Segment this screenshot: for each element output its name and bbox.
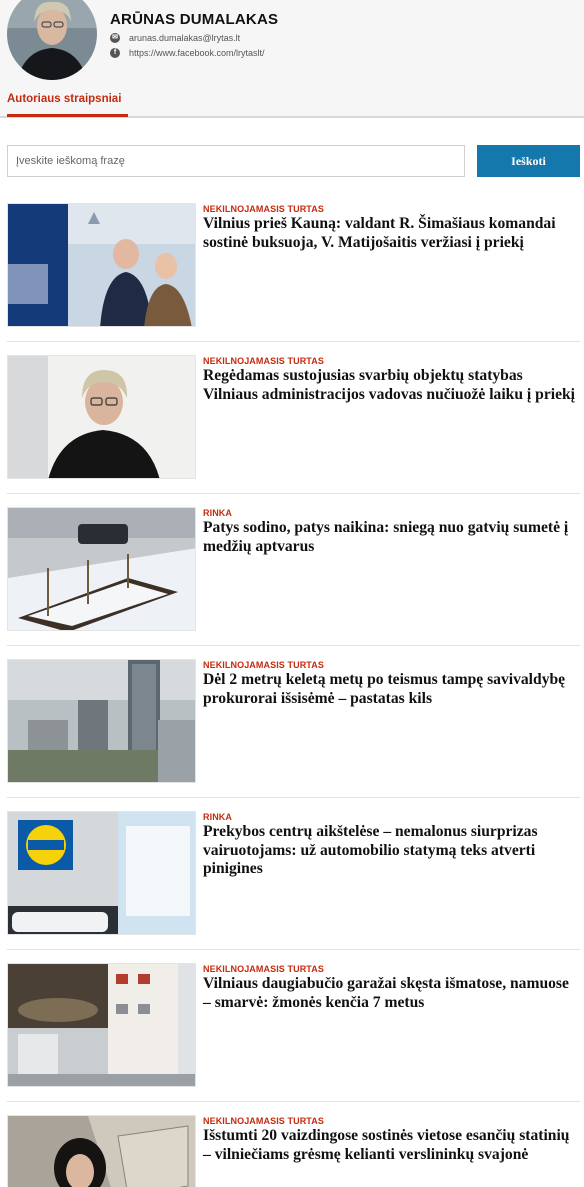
facebook-icon: f xyxy=(110,48,120,58)
search-button[interactable]: Ieškoti xyxy=(477,145,580,177)
article-thumbnail[interactable] xyxy=(7,659,196,783)
article-item[interactable] xyxy=(7,1115,580,1187)
article-divider xyxy=(7,493,580,494)
article-divider xyxy=(7,341,580,342)
article-item[interactable] xyxy=(7,507,580,633)
active-tab-indicator xyxy=(7,114,128,117)
article-headline[interactable]: Prekybos centrų aikštelėse – nemalonus siurprizas vairuotojams: už automobilio statymą teks atverti pinigines xyxy=(203,823,538,877)
article-divider xyxy=(7,797,580,798)
article-category[interactable]: NEKILNOJAMASIS TURTAS xyxy=(203,1116,324,1126)
author-facebook-row[interactable] xyxy=(110,46,265,60)
article-divider xyxy=(7,1101,580,1102)
article-headline[interactable]: Vilniaus daugiabučio garažai skęsta išmatose, namuose – smarvė: žmonės kenčia 7 metus xyxy=(203,975,569,1011)
article-item[interactable] xyxy=(7,811,580,937)
article-thumbnail[interactable] xyxy=(7,355,196,479)
article-category[interactable]: RINKA xyxy=(203,812,232,822)
article-headline[interactable]: Patys sodino, patys naikina: sniegą nuo gatvių sumetė į medžių aptvarus xyxy=(203,519,569,555)
author-name: ARŪNAS DUMALAKAS xyxy=(110,11,279,28)
article-category[interactable]: NEKILNOJAMASIS TURTAS xyxy=(203,204,324,214)
article-category[interactable]: RINKA xyxy=(203,508,232,518)
article-category[interactable]: NEKILNOJAMASIS TURTAS xyxy=(203,356,324,366)
article-item[interactable] xyxy=(7,659,580,785)
article-item[interactable] xyxy=(7,963,580,1089)
article-item[interactable] xyxy=(7,203,580,329)
article-item[interactable] xyxy=(7,355,580,481)
envelope-icon: ✉ xyxy=(110,33,120,43)
article-category[interactable]: NEKILNOJAMASIS TURTAS xyxy=(203,964,324,974)
author-avatar[interactable] xyxy=(7,0,97,80)
article-category[interactable]: NEKILNOJAMASIS TURTAS xyxy=(203,660,324,670)
article-divider xyxy=(7,645,580,646)
author-facebook-link[interactable]: https://www.facebook.com/lrytaslt/ xyxy=(129,48,265,58)
article-thumbnail[interactable] xyxy=(7,811,196,935)
article-headline[interactable]: Regėdamas sustojusias svarbių objektų statybas Vilniaus administracijos vadovas nučiuožė laiku į priekį xyxy=(203,367,575,403)
article-headline[interactable]: Išstumti 20 vaizdingose sostinės vietose esančių statinių – vilniečiams grėsmę kelianti verslininkų svajonė xyxy=(203,1127,570,1163)
tab-author-articles[interactable]: Autoriaus straipsniai xyxy=(7,93,122,105)
article-thumbnail[interactable] xyxy=(7,203,196,327)
article-thumbnail[interactable] xyxy=(7,507,196,631)
article-thumbnail[interactable] xyxy=(7,963,196,1087)
search-input[interactable] xyxy=(7,145,465,177)
article-thumbnail[interactable] xyxy=(7,1115,196,1187)
author-header xyxy=(0,0,584,118)
article-headline[interactable]: Vilnius prieš Kauną: valdant R. Šimašiaus komandai sostinė buksuoja, V. Matijošaitis veržiasi į priekį xyxy=(203,215,556,251)
author-email-row[interactable] xyxy=(110,31,240,45)
article-divider xyxy=(7,949,580,950)
author-email[interactable]: arunas.dumalakas@lrytas.lt xyxy=(129,33,241,43)
article-headline[interactable]: Dėl 2 metrų keletą metų po teismus tampę savivaldybę prokurorai išsisėmė – pastatas kils xyxy=(203,671,566,707)
